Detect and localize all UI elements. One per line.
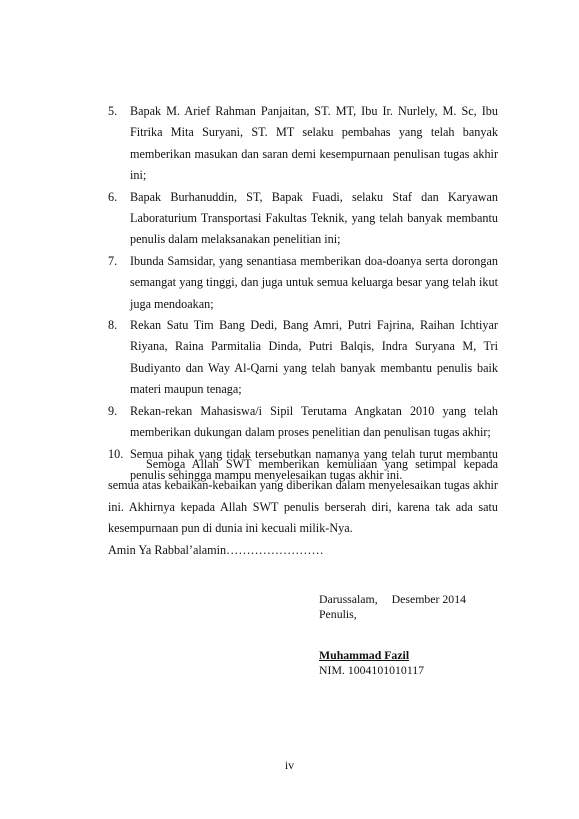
list-item <box>108 101 498 187</box>
signature-place: Darussalam, <box>319 592 378 606</box>
list-item-number: 6. <box>108 189 118 204</box>
acknowledgement-list <box>108 101 498 486</box>
list-item-number: 10. <box>108 446 124 461</box>
signature-nim: NIM. 1004101010117 <box>319 663 425 677</box>
list-item-text: Rekan-rekan Mahasiswa/i Sipil Terutama Angkatan 2010 yang telah memberikan dukungan dalam proses penelitian dan penulisan tugas akhir; <box>130 403 498 440</box>
list-item <box>108 251 498 315</box>
list-item-text: Ibunda Samsidar, yang senantiasa memberikan doa-doanya serta dorongan semangat yang tinggi, dan juga untuk semua keluarga besar yang telah ikut juga mendoakan; <box>130 253 498 311</box>
page-number: iv <box>284 758 295 772</box>
list-item <box>108 401 498 444</box>
list-item-number: 7. <box>108 253 118 268</box>
closing-paragraph: Semoga Allah SWT memberikan kemuliaan yang setimpal kepada semua atas kebaikan-kebaikan yang diberikan dalam menyelesaikan tugas akhir ini. Akhirnya kepada Allah SWT penulis berserah diri, karena tak ada satu kesempurnaan pun di dunia ini kecuali milik-Nya. <box>108 457 498 536</box>
signature-date: Desember 2014 <box>391 592 467 606</box>
list-item-number: 9. <box>108 403 118 418</box>
signature-place-date <box>319 592 466 607</box>
list-item-text: Bapak M. Arief Rahman Panjaitan, ST. MT, Ibu Ir. Nurlely, M. Sc, Ibu Fitrika Mita Suryani, ST. MT selaku pembahas yang telah banyak memberikan masukan dan saran demi kesempurnaan penulisan tugas akhir ini; <box>130 104 498 183</box>
list-item <box>108 315 498 401</box>
list-item-number: 8. <box>108 318 118 333</box>
list-item-number: 5. <box>108 104 118 118</box>
signature-name: Muhammad Fazil <box>319 648 410 662</box>
list-item-text: Semua pihak yang tidak tersebutkan namanya yang telah turut membantu penulis sehingga mampu menyelesaikan tugas akhir ini. <box>130 446 498 482</box>
amin-line: Amin Ya Rabbal’alamin…………………… <box>108 543 324 557</box>
list-item-text: Rekan Satu Tim Bang Dedi, Bang Amri, Putri Fajrina, Raihan Ichtiyar Riyana, Raina Parmitalia Dinda, Putri Balqis, Indra Suryana M, Tri Budiyanto dan Way Al-Qarni yang telah banyak membantu penulis baik materi maupun tenaga; <box>130 318 498 397</box>
signature-role: Penulis, <box>319 607 357 621</box>
list-item-text: Bapak Burhanuddin, ST, Bapak Fuadi, selaku Staf dan Karyawan Laboraturium Transportasi Fakultas Teknik, yang telah banyak membantu penulis dalam melaksanakan penelitian ini; <box>130 189 498 247</box>
list-item <box>108 187 498 251</box>
